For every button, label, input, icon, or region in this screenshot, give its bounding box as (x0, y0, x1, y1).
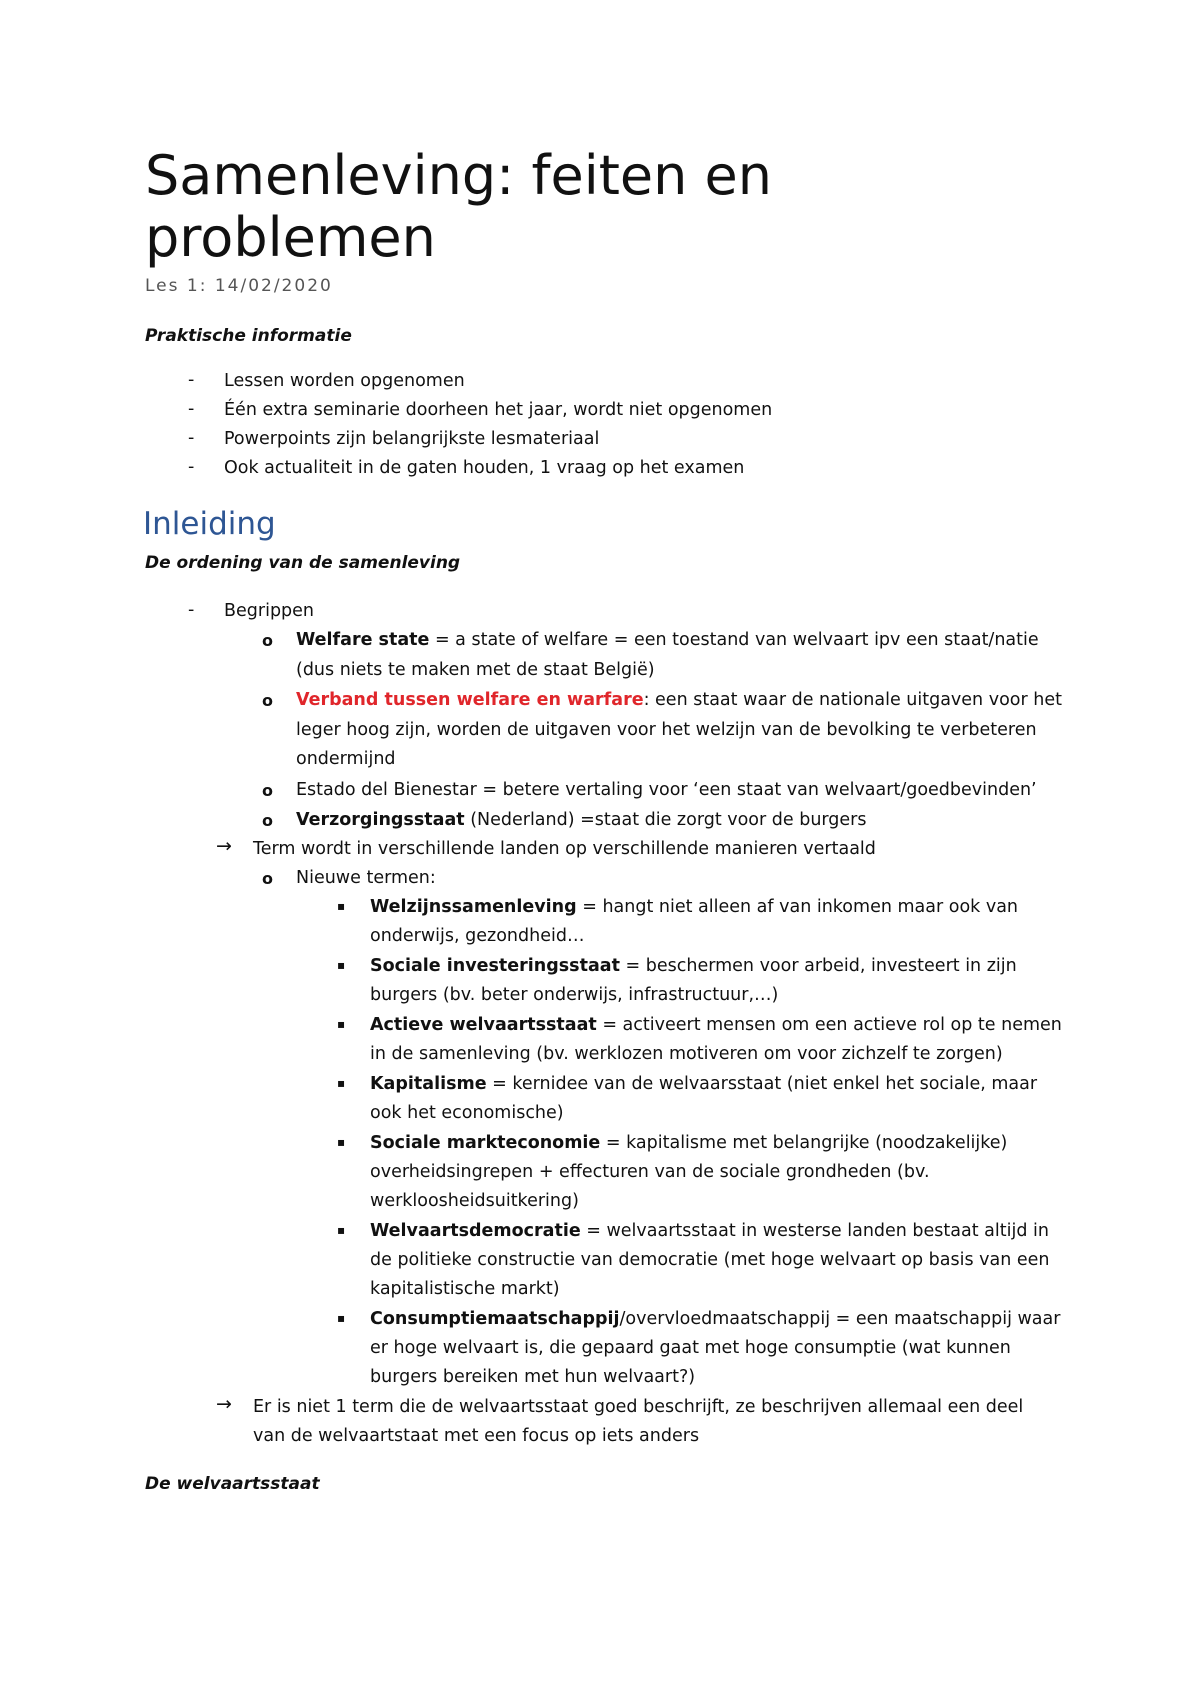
term-definition: = beschermen voor arbeid, investeert in zijn (619, 956, 1017, 976)
circle-bullet: o (262, 631, 273, 650)
term-label: Actieve welvaartsstaat (370, 1015, 597, 1035)
term-label: Verzorgingsstaat (296, 810, 465, 830)
term-actieve-welvaartsstaat-line-2: in de samenleving (bv. werklozen motiveren om voor zichzelf te zorgen) (370, 1044, 1003, 1064)
document-title-line-2: problemen (145, 206, 436, 269)
term-welfare-warfare-line-2: leger hoog zijn, worden de uitgaven voor het welzijn van de bevolking te verbeteren (296, 720, 1037, 740)
term-definition: = kernidee van de welvaarsstaat (niet enkel het sociale, maar (486, 1074, 1038, 1094)
term-consumptiemaatschappij-line-2: er hoge welvaart is, die gepaard gaat met hoge consumptie (wat kunnen (370, 1338, 1011, 1358)
term-welfare-state-line-2: (dus niets te maken met de staat België) (296, 660, 655, 680)
nieuwe-termen-label: Nieuwe termen: (296, 868, 436, 888)
circle-bullet: o (262, 869, 273, 888)
arrow-right-icon: → (216, 1393, 232, 1415)
term-estado-del-bienestar: Estado del Bienestar = betere vertaling voor ‘een staat van welvaart/goedbevinden’ (296, 780, 1037, 800)
term-sociale-investeringsstaat (370, 954, 1017, 978)
term-sociale-markteconomie (370, 1131, 1007, 1155)
term-welvaartsdemocratie-line-3: kapitalistische markt) (370, 1279, 560, 1299)
term-kapitalisme (370, 1072, 1037, 1096)
arrow-note-translation: Term wordt in verschillende landen op verschillende manieren vertaald (253, 839, 876, 859)
term-definition: = a state of welfare = een toestand van welvaart ipv een staat/natie (429, 630, 1039, 650)
practical-item-3: Powerpoints zijn belangrijkste lesmateriaal (224, 429, 600, 449)
dash-bullet: - (188, 457, 195, 477)
square-bullet: ▪ (337, 1135, 346, 1149)
circle-bullet: o (262, 691, 273, 710)
square-bullet: ▪ (337, 958, 346, 972)
term-label: Kapitalisme (370, 1074, 487, 1094)
square-bullet: ▪ (337, 1017, 346, 1031)
term-definition: = hangt niet alleen af van inkomen maar ook van (576, 897, 1019, 917)
term-actieve-welvaartsstaat (370, 1013, 1062, 1037)
term-consumptiemaatschappij (370, 1307, 1060, 1331)
term-label: Sociale markteconomie (370, 1133, 601, 1153)
term-welzijnssamenleving-line-2: onderwijs, gezondheid… (370, 926, 585, 946)
term-kapitalisme-line-2: ook het economische) (370, 1103, 564, 1123)
term-welvaartsdemocratie-line-2: de politieke constructie van democratie (met hoge welvaart op basis van een (370, 1250, 1050, 1270)
term-label: Welfare state (296, 630, 430, 650)
term-welfare-state (296, 628, 1039, 652)
term-definition: = activeert mensen om een actieve rol op te nemen (596, 1015, 1062, 1035)
term-welvaartsdemocratie (370, 1219, 1049, 1243)
practical-item-4: Ook actualiteit in de gaten houden, 1 vraag op het examen (224, 458, 745, 478)
term-label: Consumptiemaatschappij (370, 1309, 620, 1329)
circle-bullet: o (262, 811, 273, 830)
dash-bullet: - (188, 399, 195, 419)
inleiding-heading: Inleiding (143, 506, 276, 542)
term-sociale-markteconomie-line-2: overheidsingrepen + effecturen van de sociale grondheden (bv. (370, 1162, 930, 1182)
document-title-line-1: Samenleving: feiten en (145, 144, 772, 207)
dash-bullet: - (188, 428, 195, 448)
ordening-subheading: De ordening van de samenleving (145, 553, 461, 573)
square-bullet: ▪ (337, 1311, 346, 1325)
term-definition: /overvloedmaatschappij = een maatschappij waar (619, 1309, 1061, 1329)
term-label: Welvaartsdemocratie (370, 1221, 581, 1241)
document-subtitle: Les 1: 14/02/2020 (145, 276, 333, 296)
term-definition: (Nederland) =staat die zorgt voor de burgers (464, 810, 867, 830)
practical-item-1: Lessen worden opgenomen (224, 371, 465, 391)
practical-item-2: Één extra seminarie doorheen het jaar, wordt niet opgenomen (224, 400, 773, 420)
term-label: Sociale investeringsstaat (370, 956, 620, 976)
arrow-note-conclusion-line-2: van de welvaartstaat met een focus op iets anders (253, 1426, 700, 1446)
square-bullet: ▪ (337, 1223, 346, 1237)
square-bullet: ▪ (337, 899, 346, 913)
term-sociale-investeringsstaat-line-2: burgers (bv. beter onderwijs, infrastructuur,…) (370, 985, 779, 1005)
begrippen-item: Begrippen (224, 601, 315, 621)
term-definition: = welvaartsstaat in westerse landen bestaat altijd in (580, 1221, 1049, 1241)
welvaartsstaat-subheading: De welvaartsstaat (145, 1474, 320, 1494)
term-welfare-warfare-line-3: ondermijnd (296, 749, 396, 769)
term-welfare-warfare (296, 688, 1062, 712)
term-definition: = kapitalisme met belangrijke (noodzakelijke) (600, 1133, 1008, 1153)
term-consumptiemaatschappij-line-3: burgers bereiken met hun welvaart?) (370, 1367, 696, 1387)
arrow-note-conclusion-line-1: Er is niet 1 term die de welvaartsstaat goed beschrijft, ze beschrijven allemaal een deel (253, 1397, 1024, 1417)
term-definition: : een staat waar de nationale uitgaven voor het (643, 690, 1062, 710)
dash-bullet: - (188, 600, 195, 620)
practical-info-heading: Praktische informatie (145, 326, 352, 346)
square-bullet: ▪ (337, 1076, 346, 1090)
circle-bullet: o (262, 781, 273, 800)
term-welzijnssamenleving (370, 895, 1018, 919)
term-label: Welzijnssamenleving (370, 897, 577, 917)
term-label-highlight: Verband tussen welfare en warfare (296, 690, 644, 710)
term-verzorgingsstaat (296, 808, 866, 832)
arrow-right-icon: → (216, 835, 232, 857)
dash-bullet: - (188, 370, 195, 390)
term-sociale-markteconomie-line-3: werkloosheidsuitkering) (370, 1191, 579, 1211)
